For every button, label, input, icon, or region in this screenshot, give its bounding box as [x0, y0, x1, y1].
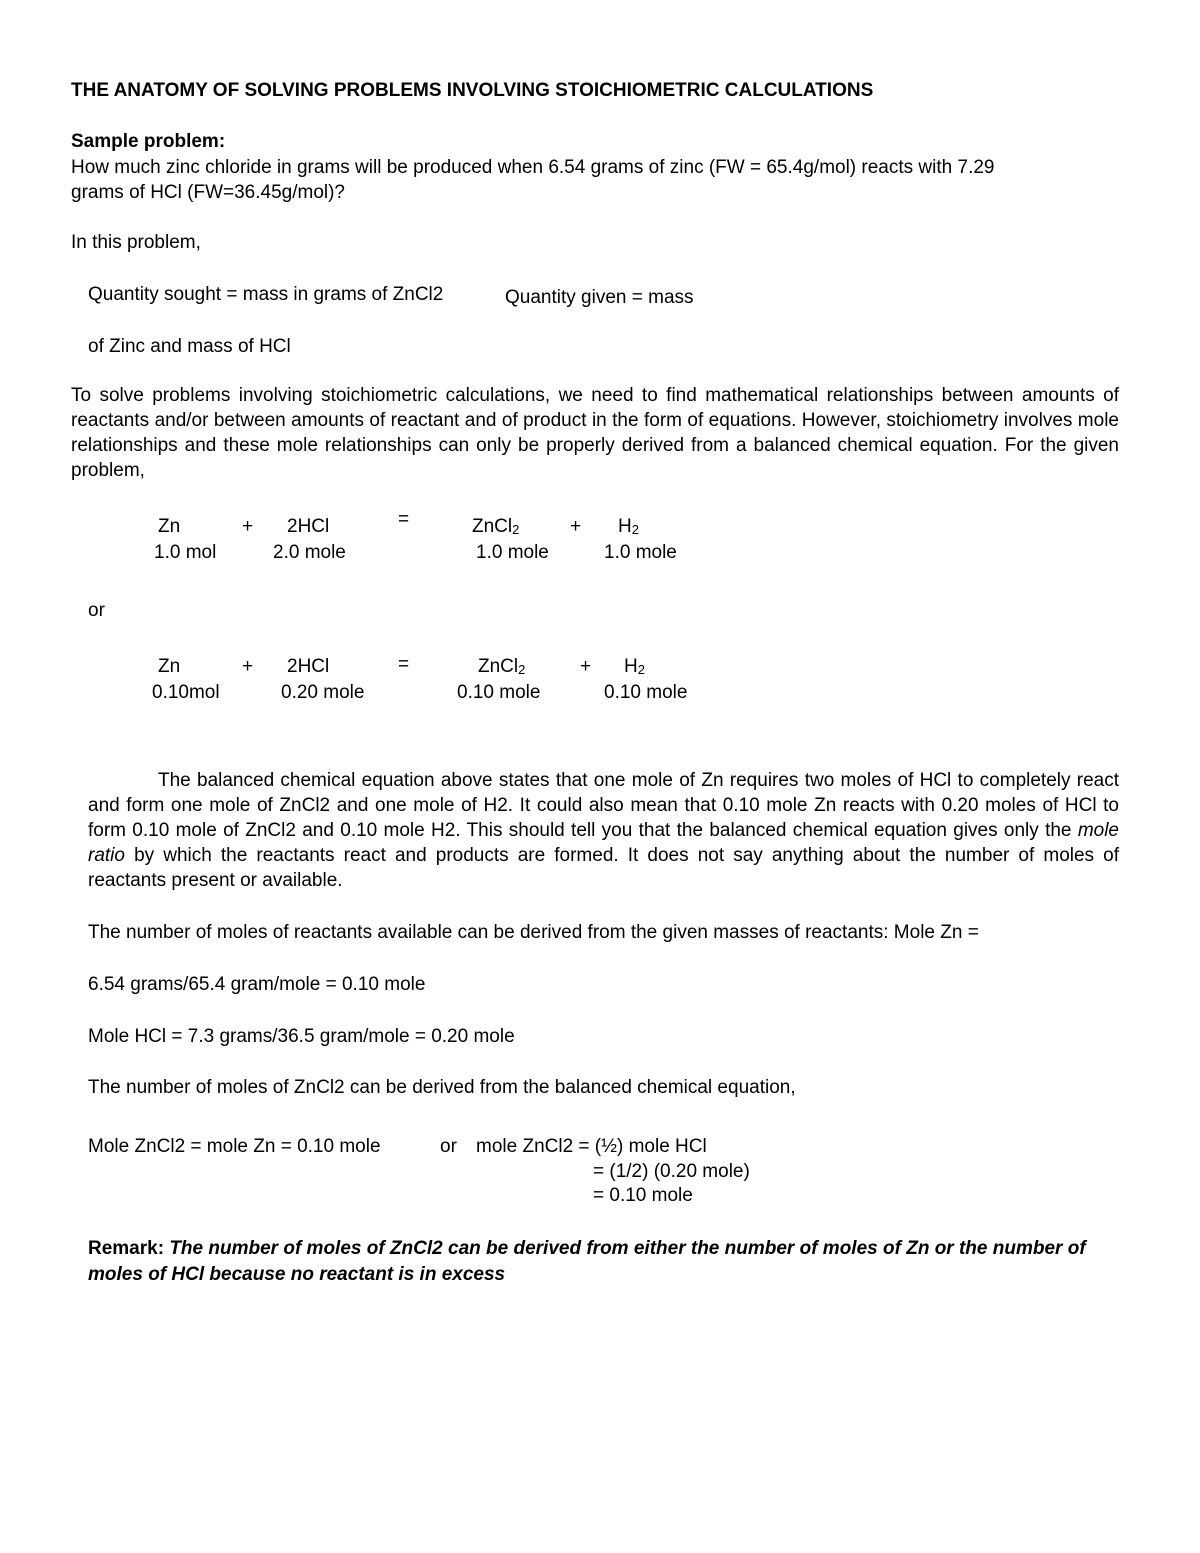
eq1-zncl-sub: 2 [512, 522, 520, 537]
eq2-mol-h2: 0.10 mole [604, 682, 688, 703]
eq2-hcl: 2HCl [287, 656, 330, 677]
eq2-mol-zn: 0.10mol [152, 682, 220, 703]
eq1-mol-zncl2: 1.0 mole [476, 542, 549, 563]
eq1-hcl: 2HCl [287, 516, 330, 537]
eq2-zn: Zn [158, 656, 181, 677]
balanced-paragraph [88, 768, 1119, 893]
eq2-h: H [624, 656, 638, 677]
eq1-h: H [618, 516, 632, 537]
balanced-text [88, 768, 1119, 893]
problem-line-1: How much zinc chloride in grams will be produced when 6.54 grams of zinc (FW = 65.4g/mol) reacts with 7.29 [71, 157, 995, 178]
eq1-plus-2: + [570, 516, 582, 537]
mole-zncl2-line-d: = 0.10 mole [593, 1185, 693, 1206]
quantity-sought: Quantity sought = mass in grams of ZnCl2 [88, 284, 444, 305]
eq1-h-sub: 2 [631, 522, 639, 537]
mole-zncl2-line-b: mole ZnCl2 = (½) mole HCl [476, 1136, 707, 1157]
zn-calc: 6.54 grams/65.4 gram/mole = 0.10 mole [88, 974, 426, 995]
remark-text: The number of moles of ZnCl2 can be derived from either the number of moles of Zn or the number of moles of HCl because no reactant is in excess [88, 1238, 1086, 1285]
or-label: or [88, 600, 105, 621]
mole-ratio-term: mole ratio [88, 820, 1119, 866]
moles-available-text: The number of moles of reactants available can be derived from the given masses of reactants: Mole Zn = [88, 922, 979, 943]
problem-line-2: grams of HCl (FW=36.45g/mol)? [71, 182, 345, 203]
balanced-text-a: The balanced chemical equation above states that one mole of Zn requires two moles of HCl to completely react and form one mole of ZnCl2 and one mole of H2. It could also mean that 0.10 mole Zn reacts with 0.20 moles of HCl to form 0.10 mole of ZnCl2 and 0.10 mole H2. This should tell you that the balanced chemical equation gives only the [88, 770, 1119, 841]
intro-text: To solve problems involving stoichiometric calculations, we need to find mathematical relationships between amounts of reactants and/or between amounts of reactant and of product in the form of equations. However, stoichiometry involves mole relationships and these mole relationships can only be properly derived from a balanced chemical equation. For the given problem, [71, 385, 1119, 481]
zncl2-derive-text: The number of moles of ZnCl2 can be derived from the balanced chemical equation, [88, 1077, 796, 1098]
sample-problem-label: Sample problem: [71, 131, 226, 152]
in-this-problem: In this problem, [71, 232, 201, 253]
eq1-mol-zn: 1.0 mol [154, 542, 217, 563]
zinc-and-hcl: of Zinc and mass of HCl [88, 336, 291, 357]
eq1-zn: Zn [158, 516, 181, 537]
eq1-mol-h2: 1.0 mole [604, 542, 677, 563]
hcl-calc: Mole HCl = 7.3 grams/36.5 gram/mole = 0.20 mole [88, 1026, 515, 1047]
eq1-plus-1: + [242, 516, 254, 537]
mole-zncl2-line-c: = (1/2) (0.20 mole) [593, 1161, 750, 1182]
balanced-text-b: by which the reactants react and products are formed. It does not say anything about the number of moles of reactants present or available. [88, 845, 1119, 891]
quantity-given: Quantity given = mass [505, 287, 694, 308]
eq1-mol-hcl: 2.0 mole [273, 542, 346, 563]
mole-zncl2-line-a: Mole ZnCl2 = mole Zn = 0.10 mole [88, 1136, 381, 1157]
eq2-zncl: ZnCl [478, 656, 519, 677]
eq2-plus-1: + [242, 656, 254, 677]
eq2-mol-zncl2: 0.10 mole [457, 682, 541, 703]
intro-paragraph [71, 383, 1119, 483]
remark-label: Remark: [88, 1238, 165, 1259]
eq1-zncl: ZnCl [472, 516, 513, 537]
or-label-2: or [440, 1136, 457, 1157]
eq2-equals: = [398, 654, 410, 675]
eq2-h2 [624, 654, 645, 679]
eq1-zncl2 [472, 514, 519, 539]
eq2-zncl2 [478, 654, 525, 679]
eq1-equals: = [398, 509, 410, 530]
page-title: THE ANATOMY OF SOLVING PROBLEMS INVOLVING STOICHIOMETRIC CALCULATIONS [71, 80, 874, 101]
eq2-zncl-sub: 2 [518, 662, 526, 677]
eq2-h-sub: 2 [637, 662, 645, 677]
eq1-h2 [618, 514, 639, 539]
eq2-mol-hcl: 0.20 mole [281, 682, 365, 703]
eq2-plus-2: + [580, 656, 592, 677]
remark [88, 1236, 1119, 1288]
